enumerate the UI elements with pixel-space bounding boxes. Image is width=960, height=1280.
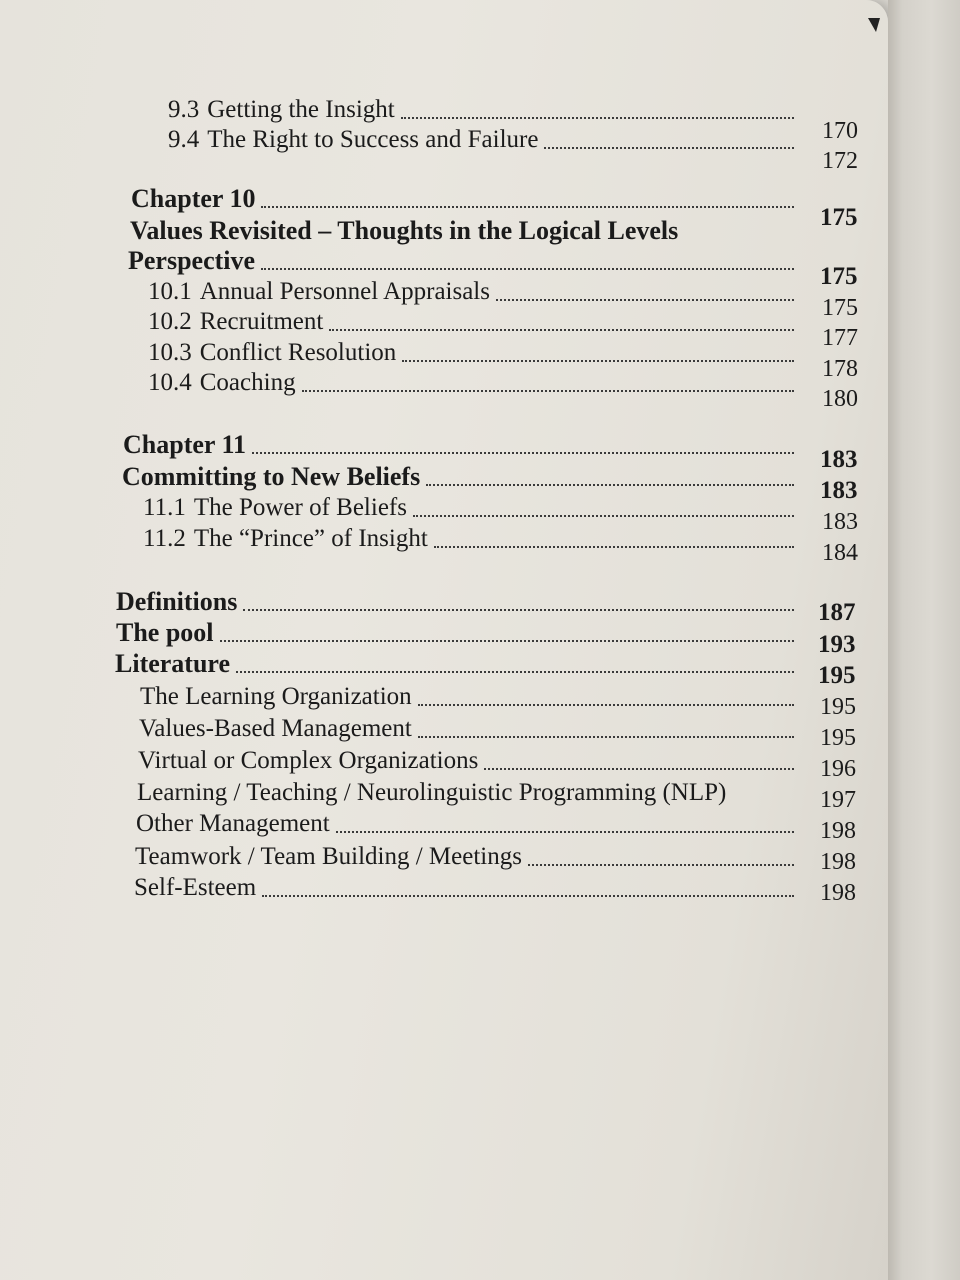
section-title: Virtual or Complex Organizations: [138, 747, 479, 774]
leader-dots: [426, 484, 794, 486]
section-title: Coaching: [199, 369, 296, 396]
toc-entry: [140, 682, 800, 712]
section-number: 11.1: [143, 494, 186, 521]
leader-dots: [418, 736, 794, 738]
toc-entry: [148, 277, 800, 307]
toc-entry: [134, 873, 800, 903]
toc-entry: [139, 714, 800, 744]
leader-dots: [418, 704, 794, 706]
page-number: 175: [820, 204, 858, 231]
toc-chapter-title: [122, 462, 800, 492]
toc-entry: [135, 842, 800, 872]
section-title: Getting the Insight: [207, 96, 395, 123]
page-number: 183: [820, 477, 858, 504]
toc-entry: [148, 368, 800, 398]
section-title: Other Management: [136, 810, 330, 837]
toc-entry: [143, 524, 800, 554]
page-number: 197: [820, 787, 856, 813]
section-title: The “Prince” of Insight: [193, 525, 428, 552]
section-title: The Power of Beliefs: [193, 494, 407, 521]
leader-dots: [243, 609, 794, 611]
page-number: 178: [822, 356, 858, 382]
section-number: 10.3: [148, 339, 192, 366]
leader-dots: [402, 360, 794, 362]
page-number: 198: [820, 880, 856, 906]
leader-dots: [484, 768, 794, 770]
section-title: Annual Personnel Appraisals: [199, 278, 490, 305]
leader-dots: [528, 864, 794, 866]
page-number: 170: [822, 118, 858, 144]
page-number: 196: [820, 756, 856, 782]
leader-dots: [261, 268, 794, 270]
chapter-label: Chapter 10: [131, 184, 256, 213]
page-number: 175: [822, 295, 858, 321]
chapter-title-continued: Perspective: [128, 246, 256, 275]
toc-back-matter: [116, 587, 800, 617]
section-number: 10.2: [148, 308, 192, 335]
page-number: 198: [820, 849, 856, 875]
page-number: 183: [820, 446, 858, 473]
toc-chapter-title-end: [128, 246, 800, 276]
section-number: 10.1: [148, 278, 192, 305]
leader-dots: [261, 206, 794, 208]
leader-dots: [262, 895, 794, 897]
leader-dots: [220, 640, 794, 642]
back-matter-title: Literature: [115, 649, 231, 678]
leader-dots: [496, 299, 794, 301]
section-number: 10.4: [148, 369, 192, 396]
leader-dots: [329, 329, 794, 331]
leader-dots: [236, 671, 794, 673]
page-number: 195: [820, 725, 856, 751]
section-title: Recruitment: [199, 308, 324, 335]
section-title: The Right to Success and Failure: [207, 126, 539, 153]
leader-dots: [401, 117, 794, 119]
page-number: 183: [822, 509, 858, 535]
page-number: 177: [822, 325, 858, 351]
back-matter-title: Definitions: [116, 587, 238, 616]
leader-dots: [544, 147, 794, 149]
toc-chapter-heading: [131, 184, 800, 214]
toc-entry: [143, 493, 800, 523]
leader-dots: [336, 831, 794, 833]
toc-entry: [148, 338, 800, 368]
toc-chapter-heading: [123, 430, 800, 460]
leader-dots: [252, 452, 794, 454]
leader-dots: [434, 546, 794, 548]
toc-entry: [168, 125, 800, 155]
leader-dots: [302, 390, 794, 392]
toc-entry: [136, 809, 800, 839]
section-title: Self-Esteem: [134, 874, 257, 901]
section-number: 11.2: [143, 525, 186, 552]
page-number: 193: [818, 631, 856, 658]
toc-entry: [137, 778, 800, 808]
section-title: Conflict Resolution: [199, 339, 397, 366]
page-edge: [888, 0, 960, 1280]
page-number: 187: [818, 599, 856, 626]
toc-entry: [138, 746, 800, 776]
page-number: 175: [820, 263, 858, 290]
toc-back-matter: [115, 649, 800, 679]
toc-back-matter: [116, 618, 800, 648]
section-title: The Learning Organization: [140, 683, 412, 710]
back-matter-title: The pool: [116, 618, 214, 647]
section-number: 9.3: [168, 96, 200, 123]
page-number: 180: [822, 386, 858, 412]
page-number: 184: [822, 540, 858, 566]
page-number: 195: [820, 694, 856, 720]
leader-dots: [413, 515, 794, 517]
chapter-title: Committing to New Beliefs: [122, 462, 421, 491]
section-number: 9.4: [168, 126, 200, 153]
page-number: 172: [822, 148, 858, 174]
toc-entry: [168, 95, 800, 125]
section-title: Learning / Teaching / Neurolinguistic Programming (NLP): [137, 779, 727, 806]
toc-entry: [148, 307, 800, 337]
chapter-label: Chapter 11: [123, 430, 247, 459]
page-number: 195: [818, 662, 856, 689]
page-number: 198: [820, 818, 856, 844]
section-title: Values-Based Management: [139, 715, 412, 742]
chapter-title: Values Revisited – Thoughts in the Logical Levels: [130, 216, 679, 245]
section-title: Teamwork / Team Building / Meetings: [135, 843, 522, 870]
